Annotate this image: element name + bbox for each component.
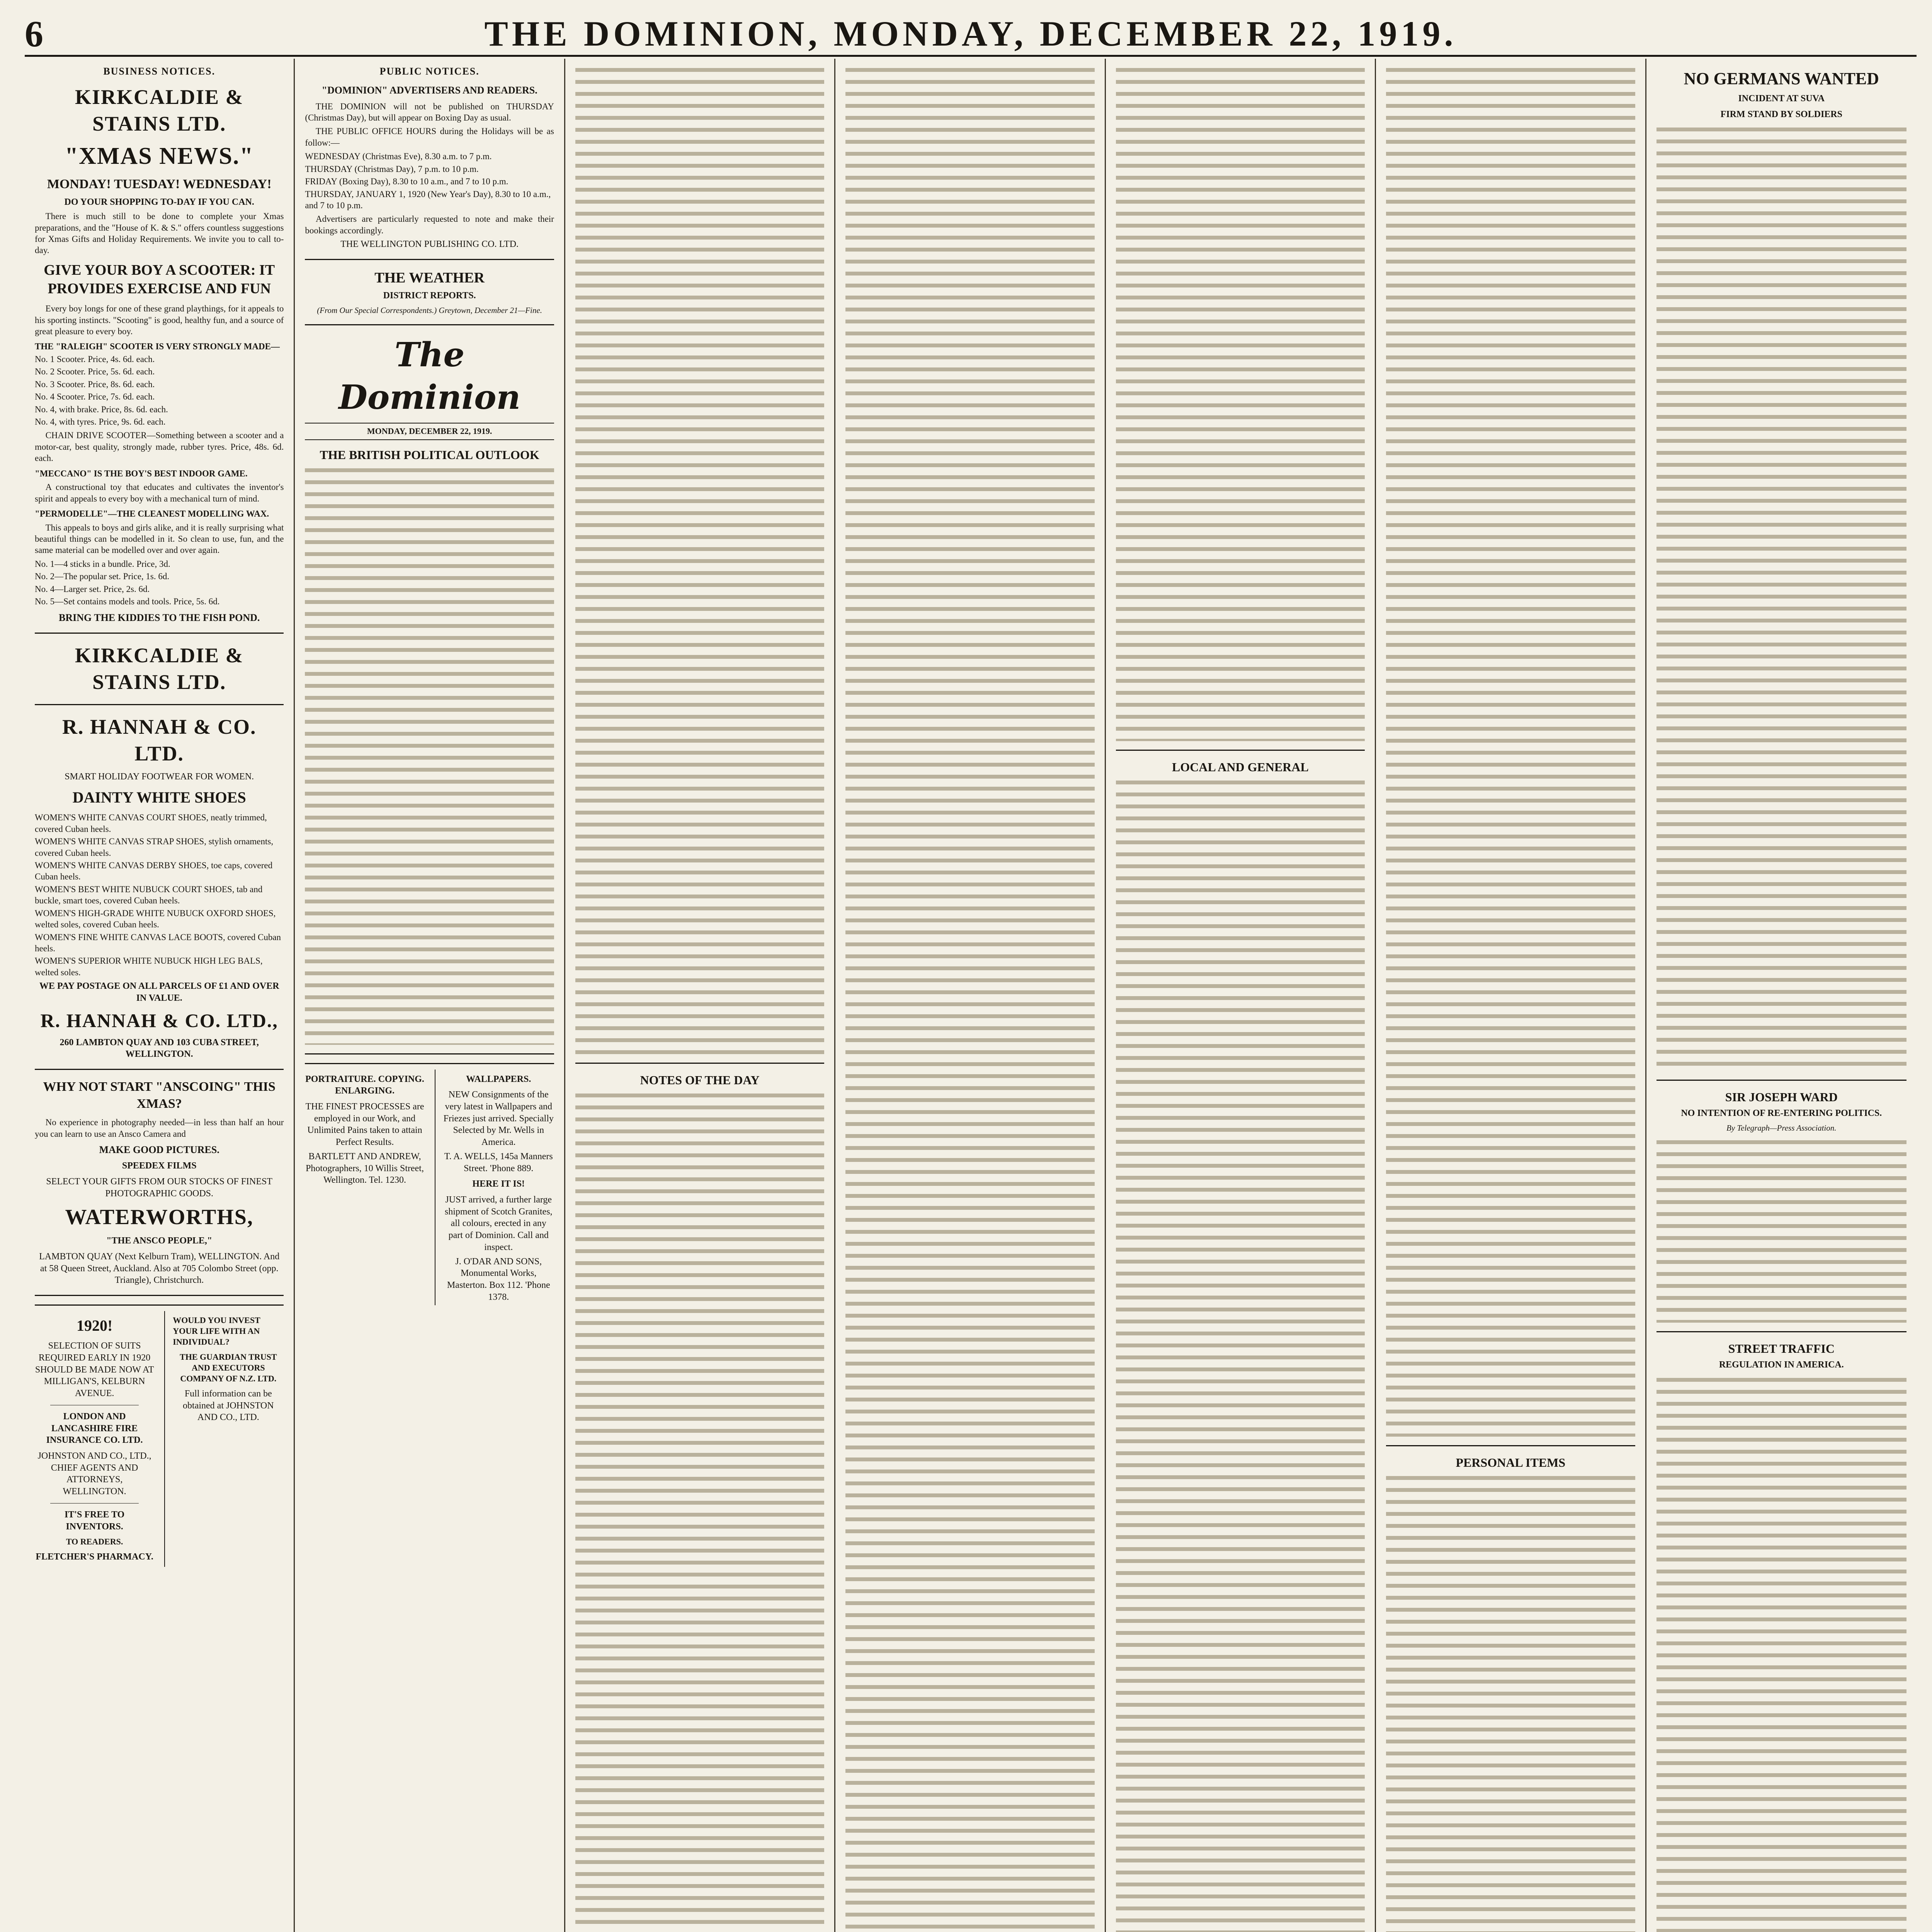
list-item: WEDNESDAY (Christmas Eve), 8.30 a.m. to 7 p.m. bbox=[305, 151, 492, 162]
meccano-body: A constructional toy that educates and cultivates the inventor's spirit and appeals to every boy with a mechanical turn of mind. bbox=[35, 482, 284, 503]
scooter-heading: GIVE YOUR BOY A SCOOTER: IT PROVIDES EXERCISE AND FUN bbox=[44, 262, 275, 297]
waterworths-address: LAMBTON QUAY (Next Kelburn Tram), WELLINGTON. And at 58 Queen Street, Auckland. Also at 705 Colombo Street (opp. Triangle), Christchurch. bbox=[39, 1251, 280, 1286]
dominion-advertisers-body: THE DOMINION will not be published on THURSDAY (Christmas Day), but will appear on Boxing Day as usual. bbox=[305, 101, 554, 122]
meccano-heading: "MECCANO" IS THE BOY'S BEST INDOOR GAME. bbox=[35, 468, 248, 478]
speedex-films: SPEEDEX FILMS bbox=[122, 1161, 197, 1171]
list-item: WOMEN'S SUPERIOR WHITE NUBUCK HIGH LEG BALS, welted soles. bbox=[35, 956, 263, 977]
ansco-body: No experience in photography needed—in less than half an hour you can learn to use an Ansco Camera and bbox=[35, 1117, 284, 1139]
permodelle-list bbox=[35, 558, 284, 607]
list-item: WOMEN'S BEST WHITE NUBUCK COURT SHOES, tab and buckle, smart toes, covered Cuban heels. bbox=[35, 884, 263, 906]
wallpapers: WALLPAPERS. bbox=[466, 1074, 531, 1084]
sir-joseph-ward-heading: SIR JOSEPH WARD bbox=[1725, 1090, 1838, 1104]
column-notes-continued-2 bbox=[1106, 59, 1376, 1932]
notes-of-the-day-text bbox=[575, 1090, 824, 1932]
street-traffic-heading: STREET TRAFFIC bbox=[1728, 1342, 1835, 1356]
col1-bottom-ads bbox=[35, 1304, 284, 1567]
ansco-heading: WHY NOT START "ANSCOING" THIS XMAS? bbox=[43, 1080, 276, 1111]
hannah-sub: SMART HOLIDAY FOOTWEAR FOR WOMEN. bbox=[65, 772, 254, 782]
list-item: No. 1 Scooter. Price, 4s. 6d. each. bbox=[35, 354, 155, 364]
column-local-and-personal bbox=[1376, 59, 1646, 1932]
column-notes-continued bbox=[835, 59, 1105, 1932]
dominion-logo: The Dominion bbox=[338, 335, 520, 417]
street-traffic-text bbox=[1656, 1375, 1906, 1932]
list-item: FRIDAY (Boxing Day), 8.30 to 10 a.m., and 7 to 10 p.m. bbox=[305, 177, 509, 187]
leader-article-body bbox=[305, 465, 554, 1045]
list-item: WOMEN'S WHITE CANVAS COURT SHOES, neatly trimmed, covered Cuban heels. bbox=[35, 813, 267, 834]
list-item: No. 4, with brake. Price, 8s. 6d. each. bbox=[35, 404, 168, 414]
hannah-address: 260 LAMBTON QUAY AND 103 CUBA STREET, WELLINGTON. bbox=[60, 1037, 259, 1060]
johnston-agents: JOHNSTON AND CO., LTD., CHIEF AGENTS AND ATTORNEYS, WELLINGTON. bbox=[37, 1451, 151, 1497]
business-notices-heading: BUSINESS NOTICES. bbox=[103, 66, 216, 77]
weather-heading: THE WEATHER bbox=[374, 270, 485, 286]
list-item: No. 4, with tyres. Price, 9s. 6d. each. bbox=[35, 417, 166, 427]
kirkcaldie-name: KIRKCALDIE & STAINS LTD. bbox=[75, 85, 244, 136]
editorial-date: MONDAY, DECEMBER 22, 1919. bbox=[305, 423, 554, 440]
fletchers-pharmacy: FLETCHER'S PHARMACY. bbox=[36, 1552, 153, 1562]
list-item: No. 2—The popular set. Price, 1s. 6d. bbox=[35, 571, 170, 582]
local-and-general-text bbox=[1116, 777, 1365, 1932]
list-item: WOMEN'S WHITE CANVAS STRAP SHOES, stylish ornaments, covered Cuban heels. bbox=[35, 837, 274, 858]
permodelle-body: This appeals to boys and girls alike, and it is really surprising what beautiful things can be modelled in it. So clean to use, fun, and the same material can be modelled over and over again. bbox=[35, 522, 284, 555]
list-item: WOMEN'S WHITE CANVAS DERBY SHOES, toe caps, covered Cuban heels. bbox=[35, 860, 273, 882]
column-business-notices bbox=[25, 59, 295, 1932]
weather-byline: (From Our Special Correspondents.) Greytown, December 21—Fine. bbox=[317, 306, 542, 315]
page-number: 6 bbox=[25, 13, 43, 54]
notes-continued-text-2 bbox=[1116, 65, 1365, 741]
dainty-white-shoes: DAINTY WHITE SHOES bbox=[72, 789, 246, 806]
list-item: No. 1—4 sticks in a bundle. Price, 3d. bbox=[35, 559, 170, 569]
waterworths-name: WATERWORTHS, bbox=[65, 1205, 253, 1229]
weather-sub: DISTRICT REPORTS. bbox=[383, 290, 476, 301]
list-item: WOMEN'S FINE WHITE CANVAS LACE BOOTS, covered Cuban heels. bbox=[35, 932, 281, 953]
ansco-tail: SELECT YOUR GIFTS FROM OUR STOCKS OF FINEST PHOTOGRAPHIC GOODS. bbox=[46, 1177, 273, 1199]
scooter-body: Every boy longs for one of these grand playthings, for it appeals to his sporting instincts. "Scooting" is good, healthy fun, and a source of great pleasure to every boy. bbox=[35, 304, 284, 336]
list-item: No. 5—Set contains models and tools. Price, 5s. 6d. bbox=[35, 597, 220, 607]
milligans-suits: SELECTION OF SUITS REQUIRED EARLY IN 1920 SHOULD BE MADE NOW AT MILLIGAN'S, KELBURN AVENUE. bbox=[35, 1341, 154, 1399]
kirkcaldie-body: There is much still to be done to complete your Xmas preparations, and the "House of K. & S." offers countless suggestions for Xmas Gifts and Holiday Requirements. We invite you to call to-day. bbox=[35, 211, 284, 255]
shopping-days: MONDAY! TUESDAY! WEDNESDAY! bbox=[47, 177, 272, 191]
here-it-is: HERE IT IS! bbox=[472, 1179, 525, 1189]
public-notices-heading: PUBLIC NOTICES. bbox=[379, 66, 480, 77]
masthead bbox=[25, 12, 1917, 57]
list-item: No. 4—Larger set. Price, 2s. 6d. bbox=[35, 584, 150, 594]
new-consignments: NEW Consignments of the very latest in Wallpapers and Friezes just arrived. Specially Selected by Mr. Wells in America. bbox=[443, 1090, 554, 1148]
street-traffic-sub: REGULATION IN AMERICA. bbox=[1719, 1360, 1844, 1370]
leader-continued-text bbox=[575, 65, 824, 1054]
shop-today: DO YOUR SHOPPING TO-DAY IF YOU CAN. bbox=[64, 197, 254, 207]
permodelle-heading: "PERMODELLE"—THE CLEANEST MODELLING WAX. bbox=[35, 509, 269, 519]
leader-heading: THE BRITISH POLITICAL OUTLOOK bbox=[320, 447, 539, 462]
sir-joseph-ward-byline: By Telegraph—Press Association. bbox=[1726, 1123, 1837, 1133]
notes-continued-text bbox=[845, 65, 1094, 1932]
local-general-continued-text bbox=[1386, 65, 1635, 1437]
guardian-trust: THE GUARDIAN TRUST AND EXECUTORS COMPANY OF N.Z. LTD. bbox=[180, 1352, 277, 1383]
masthead-title: THE DOMINION, MONDAY, DECEMBER 22, 1919. bbox=[484, 14, 1457, 53]
personal-items-text bbox=[1386, 1473, 1635, 1932]
inventors-heading: IT'S FREE TO INVENTORS. bbox=[65, 1509, 125, 1532]
fish-pond: BRING THE KIDDIES TO THE FISH POND. bbox=[59, 612, 260, 623]
bartlett-andrew: BARTLETT AND ANDREW, Photographers, 10 Willis Street, Wellington. Tel. 1230. bbox=[306, 1151, 424, 1185]
dominion-advertisers-heading: "DOMINION" ADVERTISERS AND READERS. bbox=[321, 85, 537, 96]
notes-of-the-day-heading: NOTES OF THE DAY bbox=[640, 1073, 760, 1087]
list-item: THURSDAY, JANUARY 1, 1920 (New Year's Day), 8.30 to 10 a.m., and 7 to 10 p.m. bbox=[305, 189, 551, 211]
list-item: No. 3 Scooter. Price, 8s. 6d. each. bbox=[35, 379, 155, 389]
sir-joseph-ward-text bbox=[1656, 1137, 1906, 1323]
readers-heading: TO READERS. bbox=[66, 1537, 123, 1547]
personal-items-heading: PERSONAL ITEMS bbox=[1456, 1456, 1566, 1469]
hannah-postage: WE PAY POSTAGE ON ALL PARCELS OF £1 AND OVER IN VALUE. bbox=[39, 981, 279, 1003]
raleigh-heading: THE "RALEIGH" SCOOTER IS VERY STRONGLY MADE— bbox=[35, 342, 280, 352]
london-insurance: LONDON AND LANCASHIRE FIRE INSURANCE CO. LTD. bbox=[46, 1411, 143, 1446]
column-leader-continued bbox=[565, 59, 835, 1932]
advertisers-note: Advertisers are particularly requested to note and make their bookings accordingly. bbox=[305, 214, 554, 235]
raleigh-list bbox=[35, 354, 284, 428]
year-1920: 1920! bbox=[76, 1317, 113, 1335]
no-germans-heading: NO GERMANS WANTED bbox=[1684, 69, 1879, 88]
column-news bbox=[1646, 59, 1917, 1932]
chain-drive-scooter: CHAIN DRIVE SCOOTER—Something between a scooter and a motor-car, best quality, strongly made, rubber tyres. Price, 48s. 6d. each. bbox=[35, 430, 284, 463]
hannah-shoe-list bbox=[35, 812, 284, 978]
list-item: No. 4 Scooter. Price, 7s. 6d. each. bbox=[35, 392, 155, 402]
waterworths-sub: "THE ANSCO PEOPLE," bbox=[106, 1236, 213, 1246]
public-office-hours: THE PUBLIC OFFICE HOURS during the Holidays will be as follow:— bbox=[305, 126, 554, 148]
xmas-news: "XMAS NEWS." bbox=[65, 143, 254, 170]
list-item: No. 2 Scooter. Price, 5s. 6d. each. bbox=[35, 367, 155, 377]
finest-processes: THE FINEST PROCESSES are employed in our Work, and Unlimited Pains taken to attain Perfect Results. bbox=[305, 1101, 424, 1148]
sir-joseph-ward-sub: NO INTENTION OF RE-ENTERING POLITICS. bbox=[1681, 1108, 1882, 1118]
make-good-pictures: MAKE GOOD PICTURES. bbox=[99, 1144, 219, 1156]
will-tail: Full information can be obtained at JOHNSTON AND CO., LTD. bbox=[183, 1389, 274, 1423]
portraiture: PORTRAITURE. COPYING. ENLARGING. bbox=[305, 1074, 424, 1096]
hannah-name: R. HANNAH & CO. LTD. bbox=[62, 715, 257, 765]
firm-stand: FIRM STAND BY SOLDIERS bbox=[1720, 109, 1842, 120]
local-and-general-heading: LOCAL AND GENERAL bbox=[1172, 760, 1309, 774]
column-public-notices bbox=[295, 59, 565, 1932]
kirkcaldie-name-footer: KIRKCALDIE & STAINS LTD. bbox=[75, 643, 244, 694]
publisher-name: THE WELLINGTON PUBLISHING CO. LTD. bbox=[340, 239, 519, 250]
granites: JUST arrived, a further large shipment of Scotch Granites, all colours, erected in any part of Dominion. Call and inspect. bbox=[444, 1195, 553, 1252]
hannah-name-footer: R. HANNAH & CO. LTD., bbox=[40, 1009, 278, 1031]
wells-address: T. A. WELLS, 145a Manners Street. 'Phone 889. bbox=[444, 1151, 553, 1173]
odar-sons: J. O'DAR AND SONS, Monumental Works, Masterton. Box 112. 'Phone 1378. bbox=[447, 1256, 550, 1302]
office-hours-list bbox=[305, 151, 554, 211]
incident-at-suva: INCIDENT AT SUVA bbox=[1738, 94, 1825, 104]
columns bbox=[25, 59, 1917, 1932]
no-germans-text bbox=[1656, 124, 1906, 1071]
list-item: THURSDAY (Christmas Day), 7 p.m. to 10 p.m. bbox=[305, 164, 479, 174]
col2-bottom-ads bbox=[305, 1063, 554, 1306]
will-heading: WOULD YOU INVEST YOUR LIFE WITH AN INDIVIDUAL? bbox=[173, 1315, 260, 1347]
list-item: WOMEN'S HIGH-GRADE WHITE NUBUCK OXFORD SHOES, welted soles, covered Cuban heels. bbox=[35, 908, 276, 930]
